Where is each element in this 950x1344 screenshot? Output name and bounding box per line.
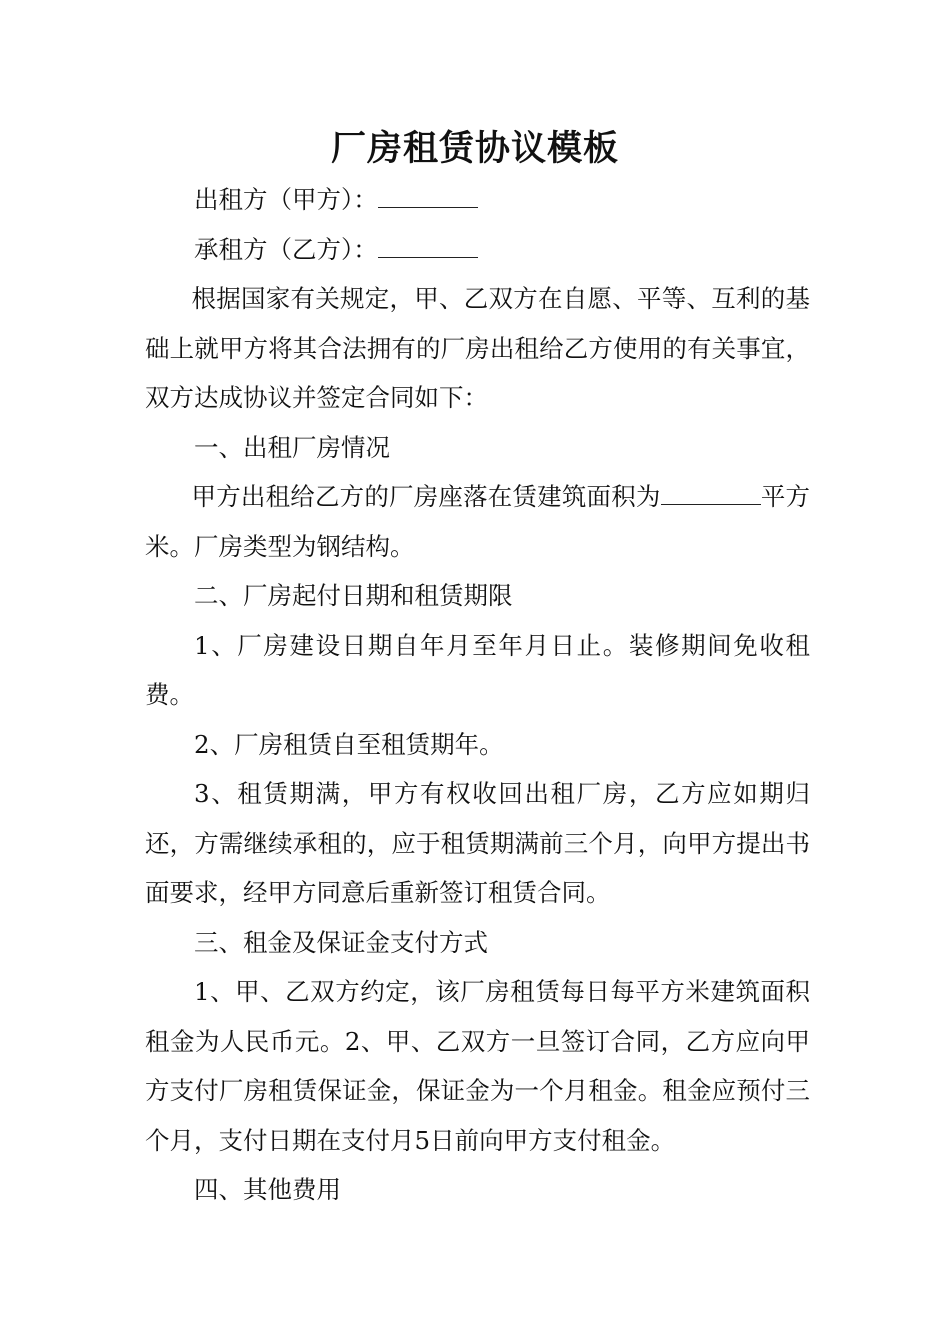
lessor-label: 出租方（甲方）： [194,185,378,214]
section-1-text-a: 甲方出租给乙方的厂房座落在赁建筑面积为 [191,482,661,511]
lessee-line [145,225,810,275]
lessee-blank [378,233,478,257]
area-blank [661,481,761,505]
section-1-paragraph [145,472,810,571]
section-1-text-b: 平方米。厂房类型为钢结构。 [145,482,811,561]
section-2-heading: 二、厂房起付日期和租赁期限 [194,581,513,610]
section-2-item-2: 2、厂房租赁自至租赁期年。 [194,729,504,759]
lessor-blank [378,184,478,208]
section-3-item-1: 1、甲、乙双方约定，该厂房租赁每日每平方米建筑面积租金为人民币元。2、甲、乙双方一旦签订合同，乙方应向甲方支付厂房租赁保证金，保证金为一个月租金。租金应预付三个月，支付日期在支付月5日前向甲方支付租金。 [145,977,810,1155]
lessee-label: 承租方（乙方）： [194,234,378,264]
section-1-heading: 一、出租厂房情况 [194,432,390,462]
document-body [145,175,810,1215]
section-3-heading: 三、租金及保证金支付方式 [194,927,488,957]
section-4-heading: 四、其他费用 [194,1175,341,1204]
section-2-item-3: 3、租赁期满，甲方有权收回出租厂房，乙方应如期归还，方需继续承租的，应于租赁期满前三个月，向甲方提出书面要求，经甲方同意后重新签订租赁合同。 [145,779,810,907]
lessor-line [145,175,810,225]
intro-paragraph: 根据国家有关规定，甲、乙双方在自愿、平等、互利的基础上就甲方将其合法拥有的厂房出租给乙方使用的有关事宜，双方达成协议并签定合同如下： [145,284,810,412]
document-title: 厂房租赁协议模板 [330,129,619,169]
section-2-item-1: 1、厂房建设日期自年月至年月日止。装修期间免收租费。 [145,630,810,709]
